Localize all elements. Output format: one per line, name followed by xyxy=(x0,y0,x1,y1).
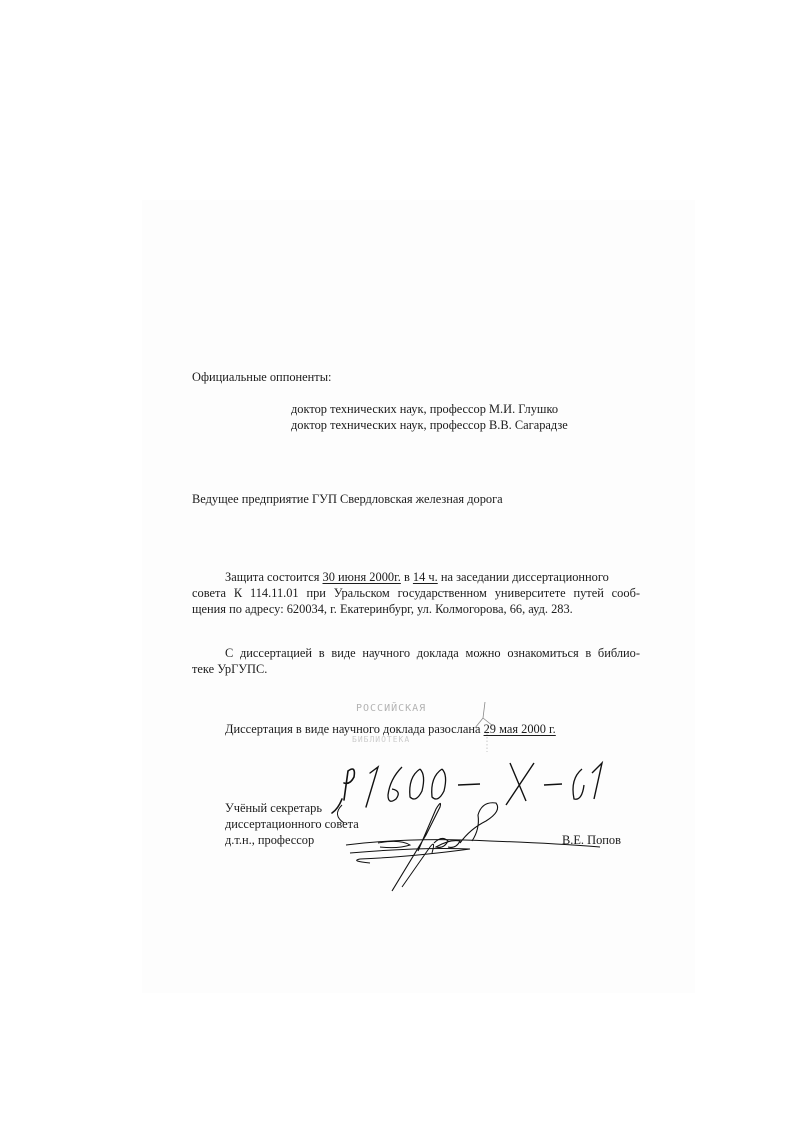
secretary-degree: д.т.н., профессор xyxy=(225,833,315,847)
defense-mid: в xyxy=(400,570,413,584)
dispatch-line xyxy=(225,721,556,737)
defense-line-1 xyxy=(225,569,609,585)
defense-prefix: Защита состоится xyxy=(225,570,323,584)
opponents-heading: Официальные оппоненты: xyxy=(192,370,332,384)
signature xyxy=(330,795,610,895)
library-stamp-top: РОССИЙСКАЯ xyxy=(356,703,427,714)
dispatch-text: Диссертация в виде научного доклада разослана xyxy=(225,722,484,736)
dispatch-date: 29 мая 2000 г. xyxy=(483,722,556,736)
secretary-title: Учёный секретарь xyxy=(225,801,322,815)
library-notice-line-1: С диссертацией в виде научного доклада можно ознакомиться в библио- xyxy=(225,646,640,660)
defense-line-3: щения по адресу: 620034, г. Екатеринбург, ул. Колмогорова, 66, ауд. 283. xyxy=(192,602,573,616)
opponent-1: доктор технических наук, профессор М.И. Глушко xyxy=(291,402,559,416)
leading-organization: Ведущее предприятие ГУП Свердловская железная дорога xyxy=(192,492,503,506)
defense-line-2: совета К 114.11.01 при Уральском государственном университете путей сооб- xyxy=(192,586,640,600)
defense-rest: на заседании диссертационного xyxy=(437,570,609,584)
secretary-name: В.Е. Попов xyxy=(562,833,621,847)
library-notice-line-2: теке УрГУПС. xyxy=(192,662,268,676)
secretary-council: диссертационного совета xyxy=(225,817,359,831)
defense-time: 14 ч. xyxy=(412,570,438,584)
opponent-2: доктор технических наук, профессор В.В. Сагарадзе xyxy=(291,418,568,432)
defense-date: 30 июня 2000г. xyxy=(322,570,401,584)
library-stamp-bottom: БИБЛИОТЕКА xyxy=(352,735,411,744)
